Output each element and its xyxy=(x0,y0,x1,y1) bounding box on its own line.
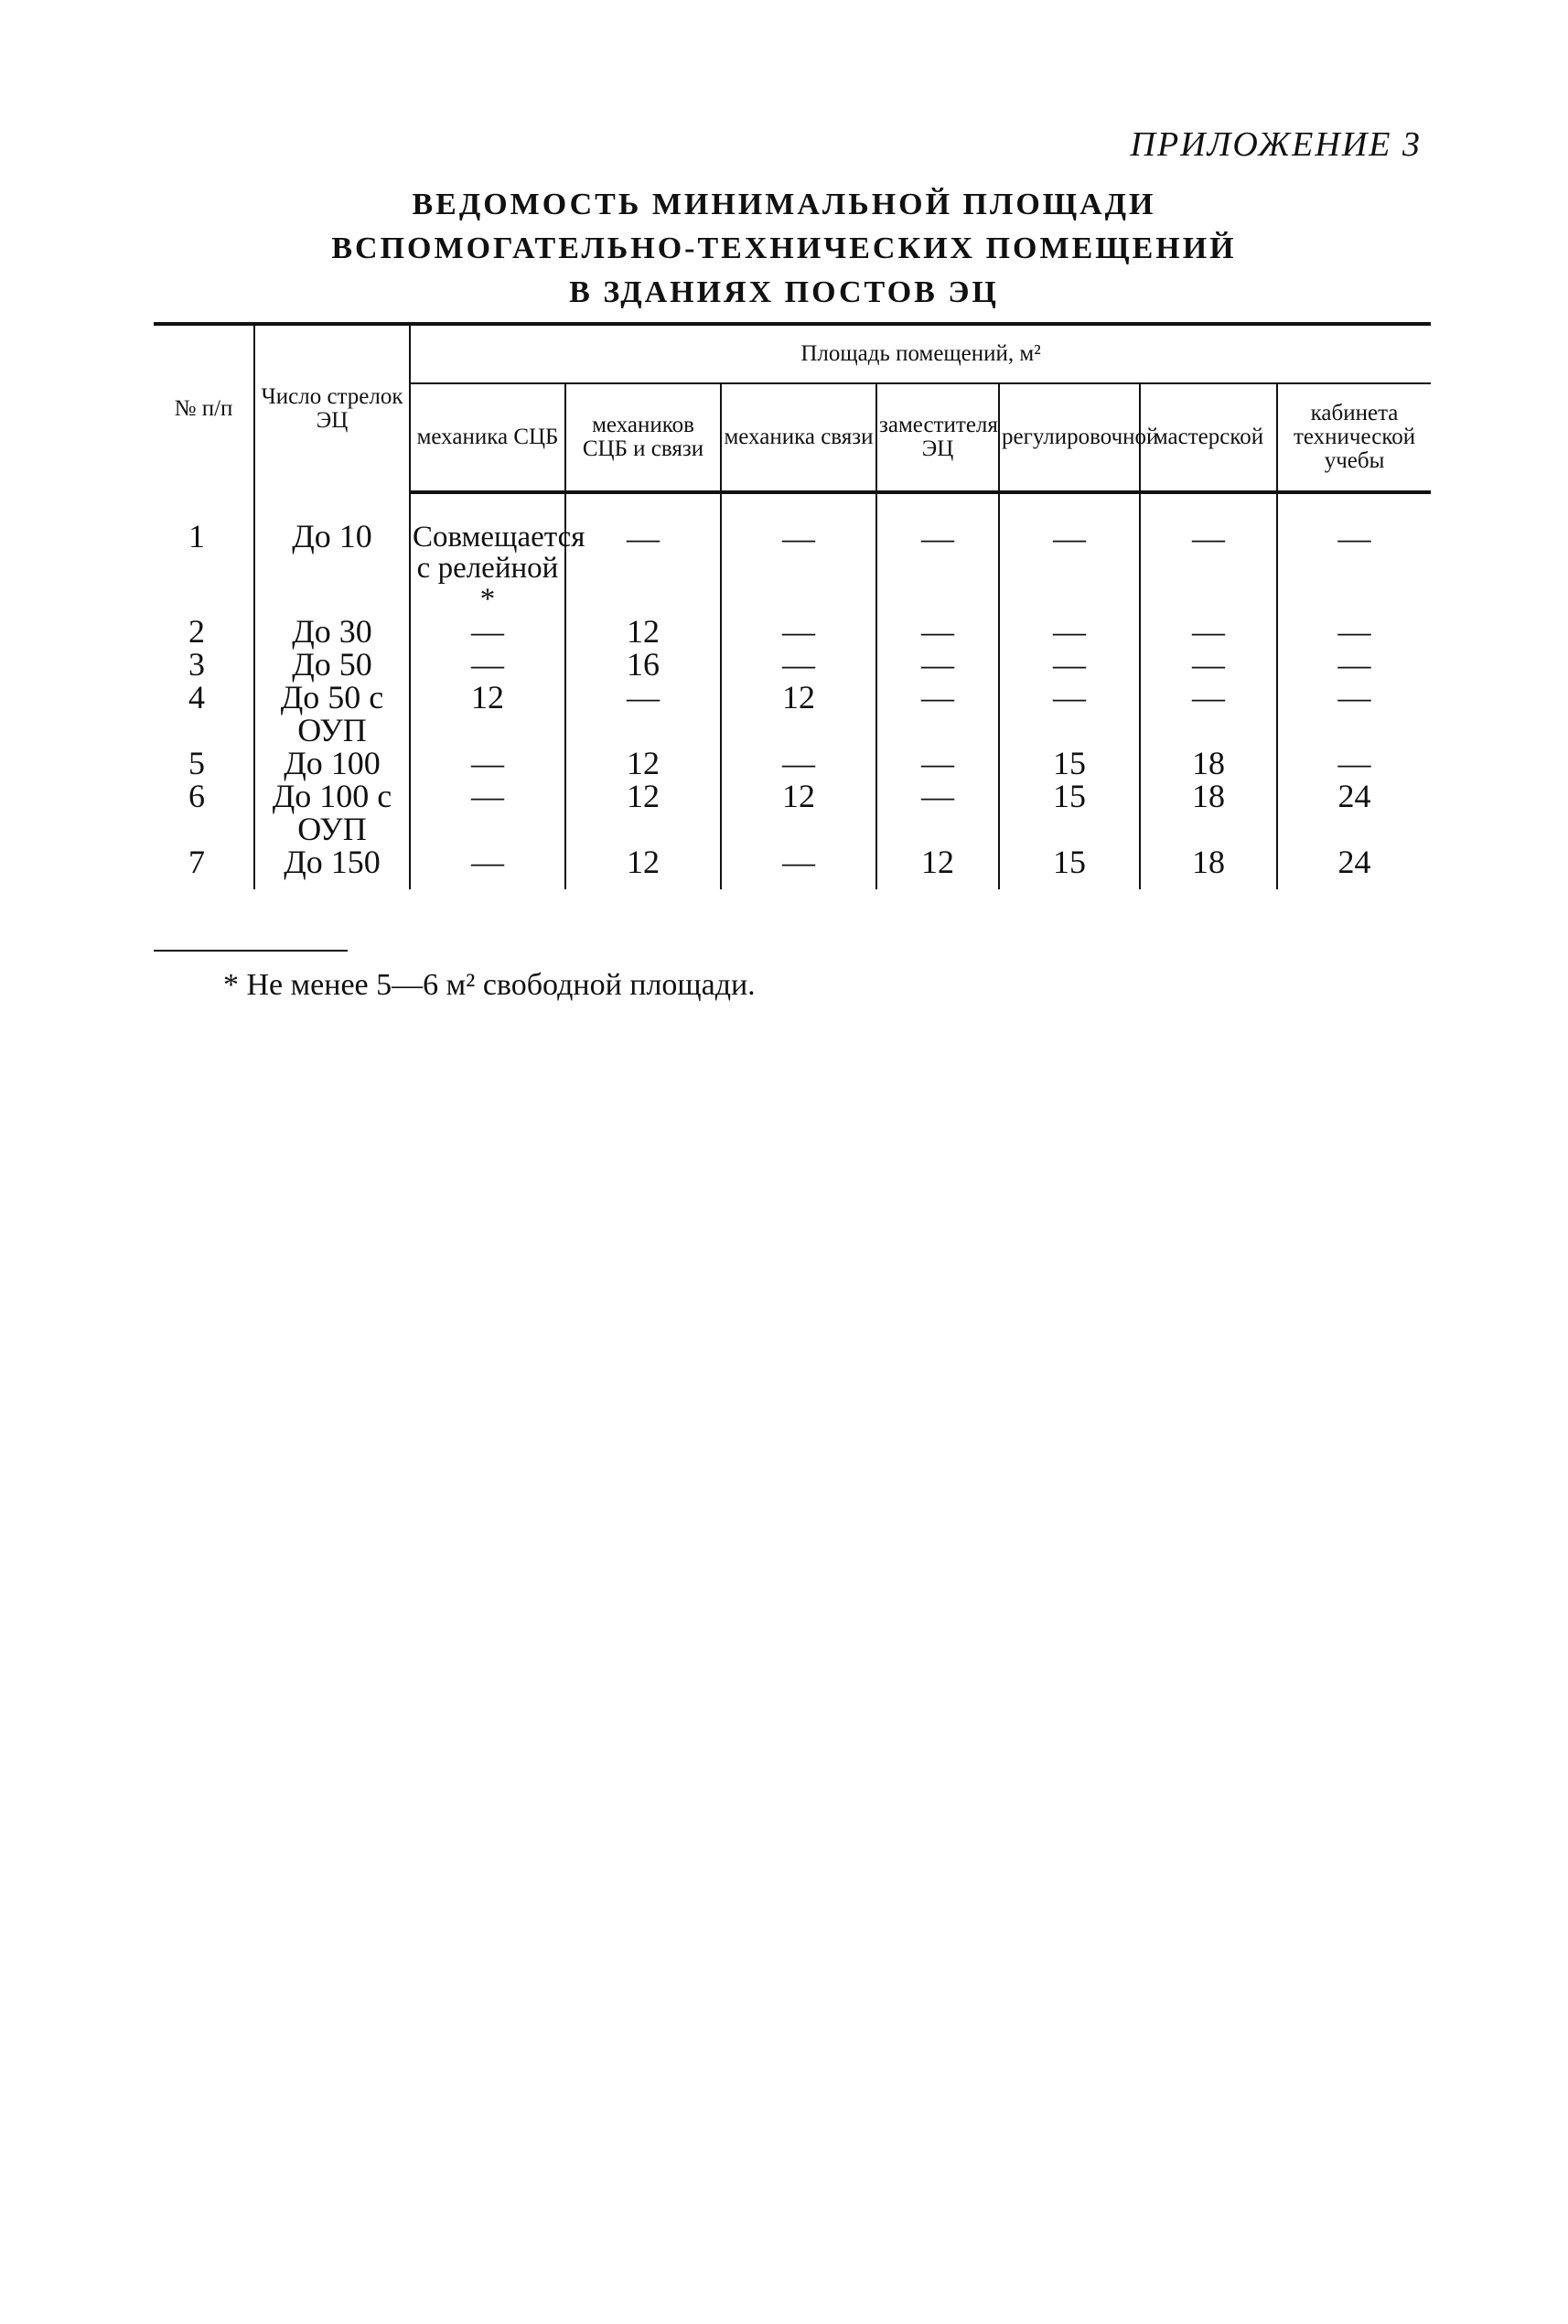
cell-value: 12 xyxy=(565,780,721,845)
row-switches: До 50 с ОУП xyxy=(254,681,410,747)
cell-value: 24 xyxy=(1277,780,1431,845)
title-line-1: ВЕДОМОСТЬ МИНИМАЛЬНОЙ ПЛОЩАДИ xyxy=(412,188,1156,221)
header-deputy-ec: заместителя ЭЦ xyxy=(876,383,999,492)
cell-value: — xyxy=(1277,648,1431,681)
cell-value: 12 xyxy=(565,845,721,889)
cell-value: 12 xyxy=(721,780,876,845)
row-number: 7 xyxy=(188,844,205,880)
cell-value: 12 xyxy=(410,681,565,747)
table-row xyxy=(154,747,1431,780)
row-switches: До 150 xyxy=(254,845,410,889)
row-switches: До 30 xyxy=(254,615,410,648)
cell-value: — xyxy=(410,845,565,889)
title-line-2: ВСПОМОГАТЕЛЬНО-ТЕХНИЧЕСКИХ ПОМЕЩЕНИЙ xyxy=(331,231,1237,265)
cell-value: — xyxy=(410,648,565,681)
cell-value: — xyxy=(876,681,999,747)
cell-value: — xyxy=(565,492,721,615)
header-workshop: мастерской xyxy=(1140,383,1277,492)
cell-value: 12 xyxy=(876,845,999,889)
header-switches: Число стрелок ЭЦ xyxy=(254,324,410,492)
cell-value: 12 xyxy=(721,681,876,747)
footnote-divider xyxy=(154,950,348,952)
row-number: 5 xyxy=(188,745,205,781)
appendix-label: ПРИЛОЖЕНИЕ 3 xyxy=(1130,125,1422,164)
title-line-3: В ЗДАНИЯХ ПОСТОВ ЭЦ xyxy=(569,275,999,309)
header-number: № п/п xyxy=(154,324,254,492)
header-mechanic-comm: механика связи xyxy=(721,383,876,492)
cell-value: — xyxy=(721,615,876,648)
cell-value: — xyxy=(1140,648,1277,681)
row-switches: До 100 с ОУП xyxy=(254,780,410,845)
cell-value: — xyxy=(1140,615,1277,648)
table-row xyxy=(154,845,1431,889)
row-number: 2 xyxy=(188,613,205,650)
cell-value: — xyxy=(1277,615,1431,648)
cell-value: — xyxy=(410,780,565,845)
cell-value: — xyxy=(1277,492,1431,615)
cell-value: — xyxy=(1140,492,1277,615)
row-number: 6 xyxy=(188,778,205,814)
cell-value: 12 xyxy=(565,747,721,780)
row-switches: До 100 xyxy=(254,747,410,780)
cell-value: — xyxy=(1277,681,1431,747)
cell-value: 15 xyxy=(999,780,1140,845)
cell-value: — xyxy=(721,492,876,615)
cell-value: — xyxy=(999,615,1140,648)
header-mechanic-scb: механика СЦБ xyxy=(410,383,565,492)
row-number: 4 xyxy=(188,679,205,715)
cell-value: — xyxy=(999,681,1140,747)
row-switches: До 10 xyxy=(254,492,410,615)
cell-value: — xyxy=(410,615,565,648)
table-row xyxy=(154,492,1431,615)
row-number: 3 xyxy=(188,646,205,683)
document-title xyxy=(0,183,1568,315)
cell-value: 18 xyxy=(1140,845,1277,889)
cell-value: — xyxy=(876,492,999,615)
area-table xyxy=(154,322,1431,889)
cell-value: — xyxy=(721,747,876,780)
cell-value: 15 xyxy=(999,747,1140,780)
cell-value: 12 xyxy=(565,615,721,648)
cell-value: 16 xyxy=(565,648,721,681)
cell-value: — xyxy=(876,780,999,845)
table-row xyxy=(154,615,1431,648)
cell-value: — xyxy=(1140,681,1277,747)
cell-value: — xyxy=(876,747,999,780)
row-number: 1 xyxy=(188,518,205,554)
footnote: * Не менее 5—6 м² свободной площади. xyxy=(223,968,756,1002)
cell-value: — xyxy=(876,615,999,648)
header-mechanics-scb-comm: механиков СЦБ и связи xyxy=(565,383,721,492)
cell-value: — xyxy=(410,747,565,780)
cell-value: 18 xyxy=(1140,747,1277,780)
cell-value: — xyxy=(876,648,999,681)
cell-value: 24 xyxy=(1277,845,1431,889)
table-row xyxy=(154,780,1431,845)
table-row xyxy=(154,648,1431,681)
cell-value: 15 xyxy=(999,845,1140,889)
cell-value: — xyxy=(999,492,1140,615)
row-switches: До 50 xyxy=(254,648,410,681)
header-area-group: Площадь помещений, м² xyxy=(410,324,1431,383)
cell-value: — xyxy=(721,648,876,681)
cell-value: — xyxy=(999,648,1140,681)
cell-value: Совмещается с релейной * xyxy=(410,492,565,615)
cell-value: — xyxy=(721,845,876,889)
cell-value: 18 xyxy=(1140,780,1277,845)
header-regulation-room: регулировочной xyxy=(999,383,1140,492)
table-row xyxy=(154,681,1431,747)
cell-value: — xyxy=(1277,747,1431,780)
header-training-room: кабинета технической учебы xyxy=(1277,383,1431,492)
cell-value: — xyxy=(565,681,721,747)
